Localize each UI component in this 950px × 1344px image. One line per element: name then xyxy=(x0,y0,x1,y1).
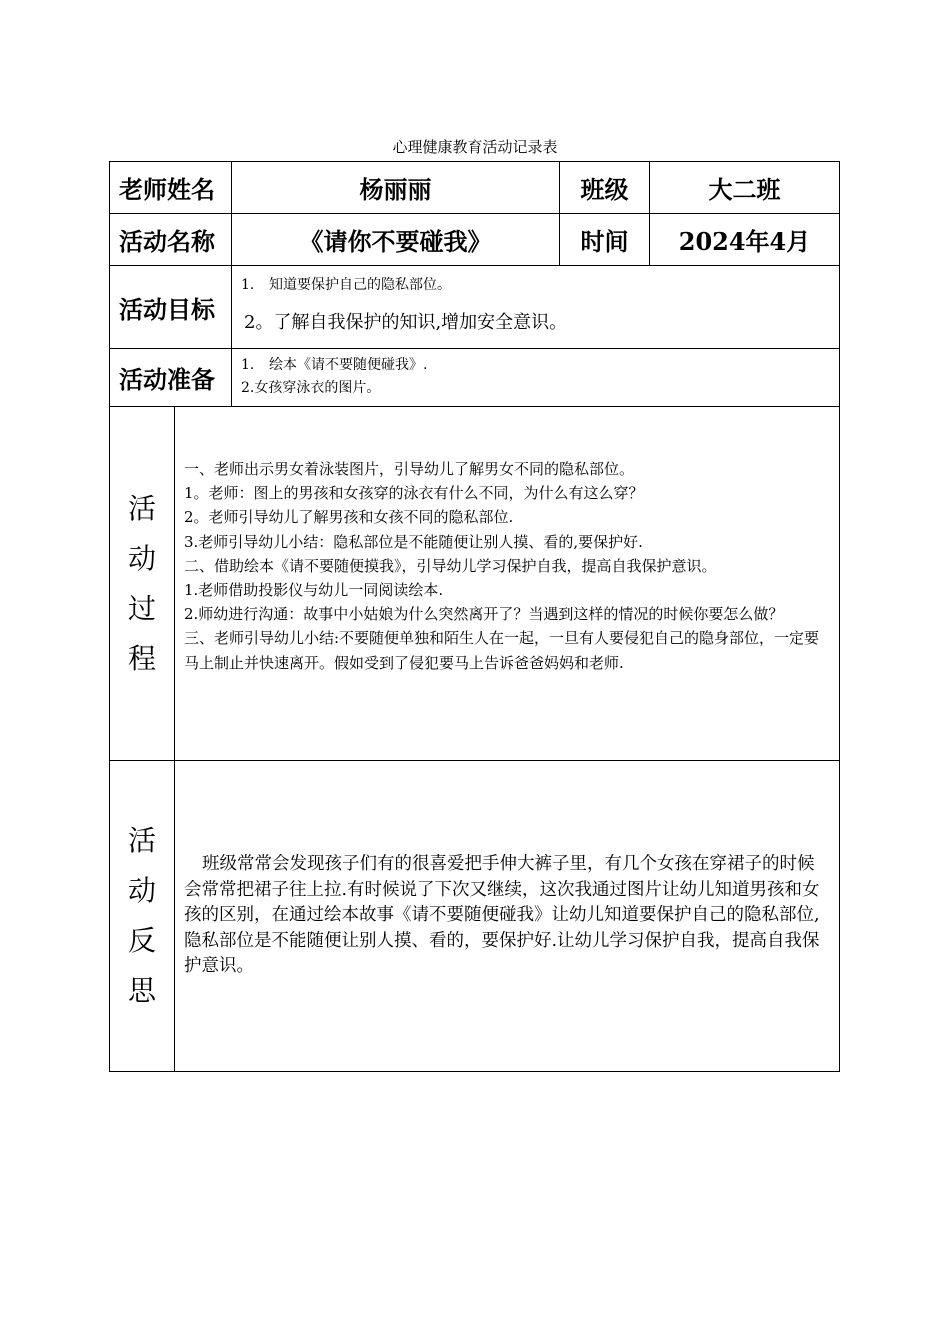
process-line: 1.老师借助投影仪与幼儿一同阅读绘本. xyxy=(184,581,444,600)
prep-label: 活动准备 xyxy=(110,349,232,407)
goal-item-2: 2。了解自我保护的知识,增加安全意识。 xyxy=(244,312,568,333)
process-row xyxy=(110,407,840,761)
prep-item-1: 1. 绘本《请不要随便碰我》. xyxy=(241,357,428,373)
process-line: 一、老师出示男女着泳装图片，引导幼儿了解男女不同的隐私部位。 xyxy=(184,460,635,478)
prep-item-2: 2.女孩穿泳衣的图片。 xyxy=(241,380,381,396)
goals-content xyxy=(232,266,840,349)
goals-label: 活动目标 xyxy=(110,266,232,349)
process-line: 三、老师引导幼儿小结:不要随便单独和陌生人在一起，一旦有人要侵犯自己的隐身部位，一定要马上制止并快速离开。假如受到了侵犯要马上告诉爸爸妈妈和老师. xyxy=(184,629,820,672)
time-label: 时间 xyxy=(560,214,650,266)
teacher-name-value: 杨丽丽 xyxy=(232,162,560,214)
process-line: 2.师幼进行沟通：故事中小姑娘为什么突然离开了？当遇到这样的情况的时候你要怎么做？ xyxy=(184,605,784,624)
process-content xyxy=(175,407,840,761)
activity-name-label: 活动名称 xyxy=(110,214,232,266)
class-label: 班级 xyxy=(560,162,650,214)
process-label: 活 动 过 程 xyxy=(110,407,175,761)
class-value: 大二班 xyxy=(650,162,840,214)
teacher-name-label: 老师姓名 xyxy=(110,162,232,214)
process-line: 1。老师：图上的男孩和女孩穿的泳衣有什么不同，为什么有这么穿？ xyxy=(184,484,644,503)
teacher-row xyxy=(110,162,840,214)
reflection-row xyxy=(110,761,840,1072)
time-value: 2024年4月 xyxy=(650,214,840,266)
prep-content xyxy=(232,349,840,407)
document-title: 心理健康教育活动记录表 xyxy=(392,138,558,156)
process-line: 二、借助绘本《请不要随便摸我》，引导幼儿学习保护自我，提高自我保护意识。 xyxy=(184,556,717,575)
goals-row xyxy=(110,266,840,349)
reflection-text: 班级常常会发现孩子们有的很喜爱把手伸大裤子里，有几个女孩在穿裙子的时候会常常把裙子往上拉.有时候说了下次又继续，这次我通过图片让幼儿知道男孩和女孩的区别，在通过绘本故事《请不要随便碰我》让幼儿知道要保护自己的隐私部位,隐私部位是不能随便让别人摸、看的，要保护好.让幼儿学习保护自我，提高自我保护意识。 xyxy=(184,854,820,977)
goal-item-1: 1. 知道要保护自己的隐私部位。 xyxy=(241,277,451,293)
process-line: 3.老师引导幼儿小结：隐私部位是不能随便让别人摸、看的,要保护好. xyxy=(184,532,643,551)
reflection-label: 活 动 反 思 xyxy=(110,761,175,1072)
reflection-content xyxy=(175,761,840,1072)
prep-row xyxy=(110,349,840,407)
activity-name-value: 《请你不要碰我》 xyxy=(232,214,560,266)
activity-row xyxy=(110,214,840,266)
process-line: 2。老师引导幼儿了解男孩和女孩不同的隐私部位. xyxy=(184,508,514,527)
activity-record-table xyxy=(109,161,840,1072)
